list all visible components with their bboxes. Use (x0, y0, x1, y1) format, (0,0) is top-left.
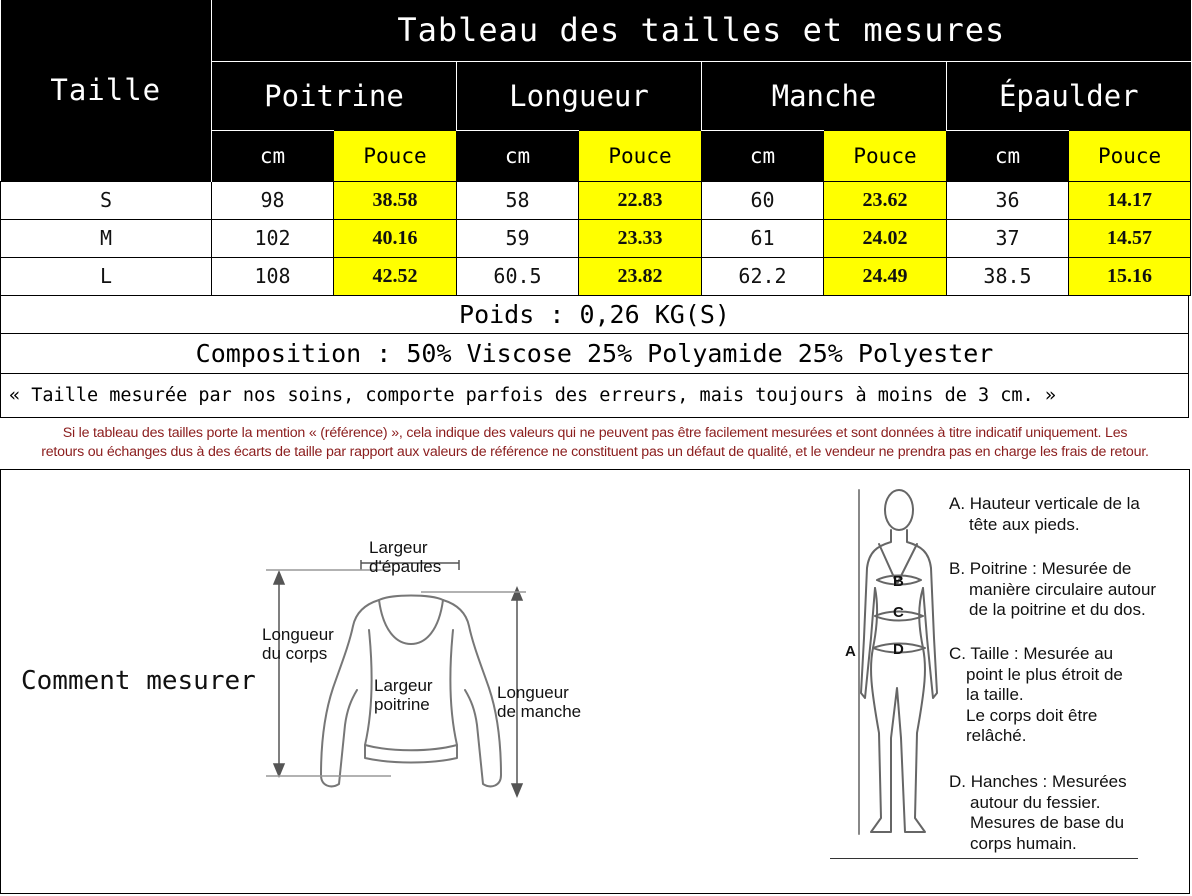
legend-c (949, 644, 1123, 747)
label-line: Longueur (497, 683, 569, 702)
legend-line: relâché. (966, 726, 1027, 745)
legend-line: manière circulaire autour (969, 579, 1157, 599)
label-line: Longueur (262, 625, 334, 644)
value-cell: 23.62 (824, 181, 947, 219)
composition-text: Composition : 50% Viscose 25% Polyamide 25% Polyester (195, 339, 994, 368)
figure-left-arm (861, 530, 891, 698)
size-cell: M (1, 219, 212, 257)
table-row (1, 181, 1191, 219)
size-header: Taille (1, 0, 212, 181)
table-row (1, 219, 1191, 257)
size-cell: L (1, 257, 212, 295)
unit-cm: cm (947, 130, 1069, 181)
legend-b (949, 559, 1156, 621)
value-cell: 14.17 (1069, 181, 1191, 219)
figure-letter-d: D (893, 641, 904, 658)
table-title: Tableau des tailles et mesures (212, 0, 1191, 61)
weight-text: Poids : 0,26 KG(S) (459, 300, 730, 329)
value-cell: 15.16 (1069, 257, 1191, 295)
disclaimer (0, 418, 1190, 470)
legend-line: autour du fessier. (970, 792, 1101, 812)
how-to-measure-section (0, 470, 1190, 894)
value-cell: 108 (212, 257, 334, 295)
value-cell: 62.2 (702, 257, 824, 295)
legend-line: A. Hauteur verticale de la (949, 494, 1140, 513)
sleeve-length-label (497, 683, 581, 721)
sweater-collar-line (379, 596, 443, 601)
group-header-length: Longueur (457, 61, 702, 130)
label-line: de manche (497, 702, 582, 721)
value-cell: 23.82 (579, 257, 702, 295)
group-header-sleeve: Manche (702, 61, 947, 130)
value-cell: 38.5 (947, 257, 1069, 295)
figure-letter-b: B (893, 573, 904, 590)
value-cell: 61 (702, 219, 824, 257)
value-cell: 98 (212, 181, 334, 219)
unit-inch: Pouce (824, 130, 947, 181)
group-header-chest: Poitrine (212, 61, 457, 130)
value-cell: 59 (457, 219, 579, 257)
arrow-head (512, 784, 522, 796)
chest-width-label (374, 676, 433, 714)
arrow-head (512, 588, 522, 600)
legend-line: la taille. (966, 685, 1024, 704)
figure-letter-c: C (893, 604, 904, 621)
table-row (1, 257, 1191, 295)
unit-inch: Pouce (1069, 130, 1191, 181)
legend-d (949, 772, 1127, 854)
value-cell: 22.83 (579, 181, 702, 219)
arrow-head (274, 764, 284, 776)
figure-letter-a: A (845, 643, 856, 660)
weight-band (0, 296, 1189, 334)
label-line: poitrine (374, 695, 430, 714)
figure-head (885, 490, 913, 530)
legend-a (949, 494, 1140, 535)
unit-inch: Pouce (334, 130, 457, 181)
legend-line: tête aux pieds. (969, 514, 1080, 534)
legend-line: de la poitrine et du dos. (969, 600, 1146, 619)
value-cell: 14.57 (1069, 219, 1191, 257)
legend-line: B. Poitrine : Mesurée de (949, 559, 1132, 578)
value-cell: 37 (947, 219, 1069, 257)
value-cell: 40.16 (334, 219, 457, 257)
value-cell: 60.5 (457, 257, 579, 295)
value-cell: 102 (212, 219, 334, 257)
how-to-measure-title: Comment mesurer (21, 666, 256, 696)
label-line: d'épaules (369, 557, 442, 576)
value-cell: 24.02 (824, 219, 947, 257)
tolerance-band (0, 374, 1189, 418)
size-table (0, 0, 1191, 296)
legend-line: Le corps doit être (966, 705, 1098, 725)
value-cell: 23.33 (579, 219, 702, 257)
value-cell: 42.52 (334, 257, 457, 295)
disclaimer-line: Si le tableau des tailles porte la mention « (référence) », cela indique des valeurs qui ne peuvent pas être facilement mesurées et sont données à titre indicatif uniquement. Les (62, 425, 1128, 441)
group-header-shoulder: Épaulder (947, 61, 1191, 130)
unit-inch: Pouce (579, 130, 702, 181)
value-cell: 38.58 (334, 181, 457, 219)
value-cell: 36 (947, 181, 1069, 219)
label-line: Largeur (374, 676, 433, 695)
unit-cm: cm (212, 130, 334, 181)
body-length-label (262, 625, 334, 663)
disclaimer-line: retours ou échanges dus à des écarts de taille par rapport aux valeurs de référence ne constituent pas un défaut de qualité, et le vendeur ne prendra pas en charge les frais de retour. (41, 444, 1149, 460)
legend-line: point le plus étroit de (966, 664, 1123, 684)
label-line: Largeur (369, 538, 428, 557)
figure-body-outline (871, 588, 925, 832)
tolerance-note: « Taille mesurée par nos soins, comporte parfois des erreurs, mais toujours à moins de 3 cm. » (9, 385, 1056, 406)
legend-line: Mesures de base du (970, 813, 1125, 832)
legend-line: C. Taille : Mesurée au (949, 644, 1114, 663)
size-cell: S (1, 181, 212, 219)
body-figure (839, 488, 943, 848)
label-line: du corps (262, 644, 328, 663)
unit-cm: cm (702, 130, 824, 181)
legend-line: D. Hanches : Mesurées (949, 772, 1127, 791)
legend-line: corps humain. (970, 833, 1077, 853)
value-cell: 24.49 (824, 257, 947, 295)
unit-cm: cm (457, 130, 579, 181)
shoulder-width-label (369, 538, 441, 576)
value-cell: 60 (702, 181, 824, 219)
arrow-head (274, 572, 284, 584)
composition-band (0, 334, 1189, 374)
sweater-hem-line (365, 745, 457, 750)
ground-line (830, 858, 1138, 859)
value-cell: 58 (457, 181, 579, 219)
sweater-neckline (379, 600, 443, 644)
